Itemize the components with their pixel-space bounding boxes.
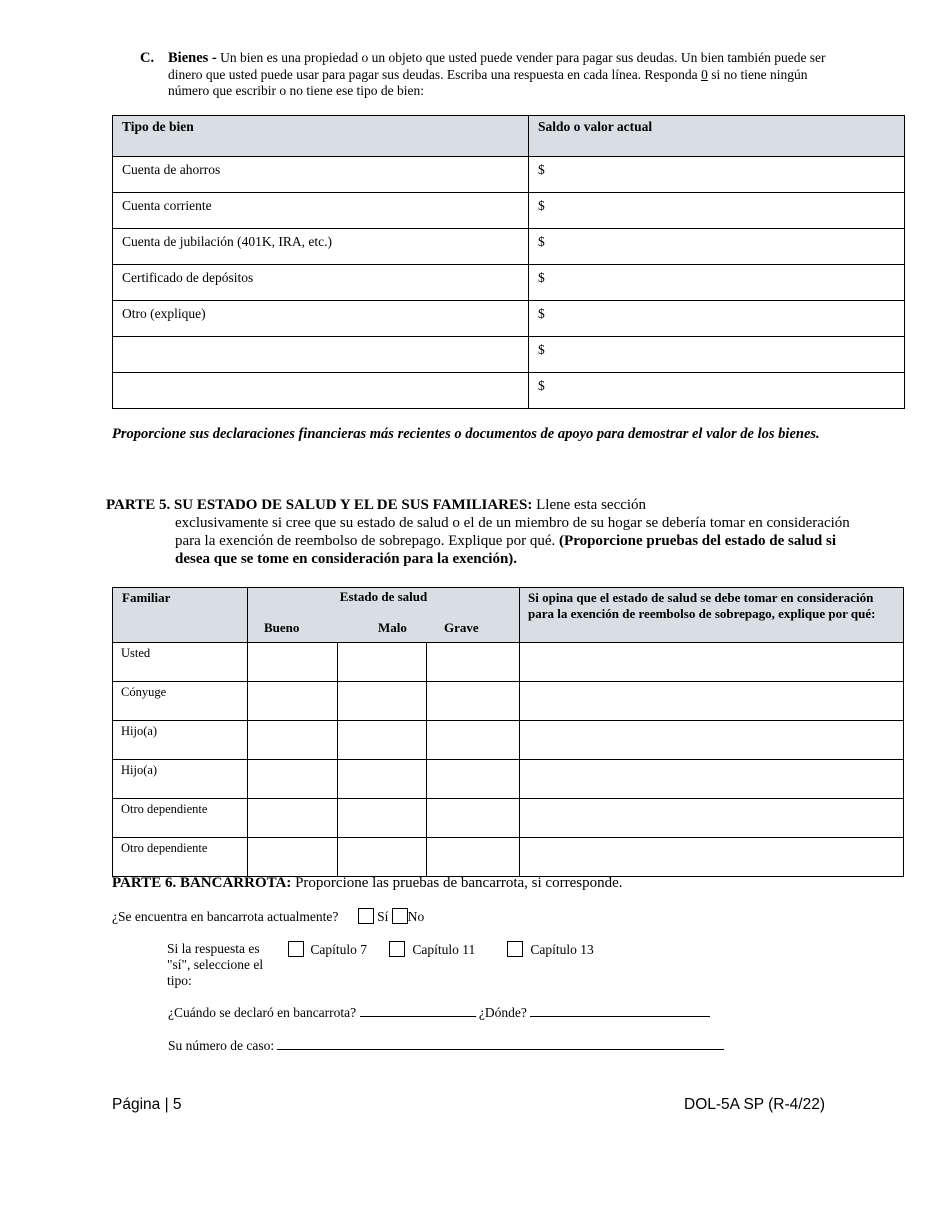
yes-checkbox[interactable] (358, 908, 374, 924)
assets-note: Proporcione sus declaraciones financieras más recientes o documentos de apoyo para demostrar el valor de los bienes. (112, 426, 820, 442)
asset-type-field[interactable] (113, 337, 529, 373)
table-row (113, 337, 905, 373)
table-row (113, 301, 905, 337)
where-field[interactable] (530, 1016, 710, 1017)
currency-symbol: $ (538, 306, 545, 321)
type-prompt (167, 941, 277, 989)
health-why-field[interactable] (520, 838, 904, 877)
family-member: Cónyuge (113, 682, 248, 721)
form-id: DOL-5A SP (R-4/22) (684, 1096, 825, 1113)
chapter-11-option[interactable] (389, 941, 475, 958)
assets-table (112, 115, 905, 409)
case-number-row (168, 1038, 724, 1054)
currency-symbol: $ (538, 198, 545, 213)
chapter-11-checkbox[interactable] (389, 941, 405, 957)
health-grave-cell[interactable] (427, 643, 520, 682)
chapter-11-label: Capítulo 11 (412, 942, 476, 957)
health-header-row (113, 588, 904, 643)
chapter-13-label: Capítulo 13 (530, 942, 594, 957)
health-col-good: Bueno (264, 620, 300, 635)
case-label: Su número de caso: (168, 1038, 275, 1053)
where-label: ¿Dónde? (478, 1005, 527, 1020)
health-bad-cell[interactable] (338, 838, 427, 877)
no-checkbox[interactable] (392, 908, 408, 924)
health-good-cell[interactable] (248, 760, 338, 799)
health-why-field[interactable] (520, 721, 904, 760)
assets-header-row (113, 116, 905, 157)
table-row (113, 229, 905, 265)
table-row (113, 373, 905, 409)
asset-type: Cuenta de ahorros (113, 157, 529, 193)
health-why-field[interactable] (520, 799, 904, 838)
health-grave-cell[interactable] (427, 838, 520, 877)
yes-label: Sí (377, 909, 389, 924)
health-good-cell[interactable] (248, 643, 338, 682)
asset-value-field[interactable] (529, 193, 905, 229)
assets-col-type: Tipo de bien (113, 116, 529, 157)
type-prompt-line: Si la respuesta es (167, 941, 260, 956)
table-row (113, 682, 904, 721)
family-member: Hijo(a) (113, 760, 248, 799)
table-row (113, 265, 905, 301)
asset-type: Cuenta de jubilación (401K, IRA, etc.) (113, 229, 529, 265)
health-grave-cell[interactable] (427, 682, 520, 721)
part5-text-bold: (Proporcione pruebas del estado de salud si desea que se tome en consideración para la exención). (175, 533, 837, 567)
assets-col-value: Saldo o valor actual (529, 116, 905, 157)
chapter-7-option[interactable] (288, 941, 367, 958)
health-col-bad: Malo (378, 620, 407, 635)
asset-value-field[interactable] (529, 373, 905, 409)
asset-value-field[interactable] (529, 301, 905, 337)
currency-symbol: $ (538, 234, 545, 249)
type-prompt-line: tipo: (167, 973, 192, 988)
table-row (113, 643, 904, 682)
bankruptcy-question-row (112, 908, 424, 925)
asset-type: Certificado de depósitos (113, 265, 529, 301)
table-row (113, 193, 905, 229)
section-c-intro (140, 50, 840, 100)
section-c-text-1: Un bien es una propiedad o un objeto que usted puede vender para pagar sus deudas. Un bien también puede ser dinero que usted puede usar para pagar sus deudas. Escriba una respuesta en cada línea. Responda (168, 50, 826, 82)
section-letter: C. (140, 50, 155, 66)
asset-value-field[interactable] (529, 229, 905, 265)
family-member: Otro dependiente (113, 838, 248, 877)
health-bad-cell[interactable] (338, 721, 427, 760)
health-good-cell[interactable] (248, 682, 338, 721)
asset-type: Cuenta corriente (113, 193, 529, 229)
part5-text-2: exclusivamente si cree que su estado de salud o el de un miembro de su hogar se debería tomar en consideración para la exención de reembolso de sobrepago. Explique por qué. (175, 515, 850, 549)
asset-value-field[interactable] (529, 265, 905, 301)
part5-text-1: Llene esta sección (532, 497, 647, 513)
when-field[interactable] (360, 1016, 476, 1017)
family-member: Usted (113, 643, 248, 682)
health-good-cell[interactable] (248, 799, 338, 838)
page-number: Página | 5 (112, 1096, 182, 1113)
currency-symbol: $ (538, 378, 545, 393)
no-label: No (407, 909, 425, 924)
table-row (113, 760, 904, 799)
table-row (113, 799, 904, 838)
health-why-field[interactable] (520, 760, 904, 799)
currency-symbol: $ (538, 162, 545, 177)
part5-intro (106, 496, 866, 568)
asset-type-field[interactable] (113, 373, 529, 409)
health-col-grave: Grave (444, 620, 479, 635)
asset-value-field[interactable] (529, 157, 905, 193)
part6-heading: PARTE 6. BANCARROTA: (112, 875, 292, 891)
health-bad-cell[interactable] (338, 799, 427, 838)
type-prompt-line: "sí", seleccione el (167, 957, 264, 972)
table-row (113, 157, 905, 193)
health-grave-cell[interactable] (427, 721, 520, 760)
section-c-zero: 0 (701, 66, 708, 82)
health-col-family: Familiar (113, 588, 248, 643)
health-table (112, 587, 904, 877)
chapter-13-option[interactable] (507, 941, 594, 958)
when-label: ¿Cuándo se declaró en bancarrota? (168, 1005, 357, 1020)
asset-value-field[interactable] (529, 337, 905, 373)
health-bad-cell[interactable] (338, 643, 427, 682)
family-member: Hijo(a) (113, 721, 248, 760)
currency-symbol: $ (538, 342, 545, 357)
asset-type: Otro (explique) (113, 301, 529, 337)
health-status-title: Estado de salud (339, 589, 428, 604)
health-col-status (248, 588, 520, 643)
health-bad-cell[interactable] (338, 760, 427, 799)
health-grave-cell[interactable] (427, 799, 520, 838)
table-row (113, 721, 904, 760)
health-bad-cell[interactable] (338, 682, 427, 721)
health-good-cell[interactable] (248, 721, 338, 760)
health-good-cell[interactable] (248, 838, 338, 877)
section-c-text-2: si no tiene ningún número que escribir o no tiene ese tipo de bien: (168, 66, 808, 98)
chapter-13-checkbox[interactable] (507, 941, 523, 957)
health-col-why: Si opina que el estado de salud se debe tomar en consideración para la exención de reembolso de sobrepago, explique por qué: (520, 588, 904, 643)
health-why-field[interactable] (520, 643, 904, 682)
section-c-title: Bienes - (168, 50, 217, 66)
health-grave-cell[interactable] (427, 760, 520, 799)
part6-text: Proporcione las pruebas de bancarrota, si corresponde. (291, 875, 623, 891)
family-member: Otro dependiente (113, 799, 248, 838)
chapter-7-checkbox[interactable] (288, 941, 304, 957)
bankruptcy-question: ¿Se encuentra en bancarrota actualmente? (112, 909, 339, 924)
part6-intro (112, 875, 622, 892)
health-why-field[interactable] (520, 682, 904, 721)
table-row (113, 838, 904, 877)
currency-symbol: $ (538, 270, 545, 285)
chapter-7-label: Capítulo 7 (310, 942, 367, 957)
case-number-field[interactable] (277, 1049, 724, 1050)
when-where-row (168, 1005, 710, 1021)
part5-heading: PARTE 5. SU ESTADO DE SALUD Y EL DE SUS FAMILIARES: (106, 497, 533, 513)
